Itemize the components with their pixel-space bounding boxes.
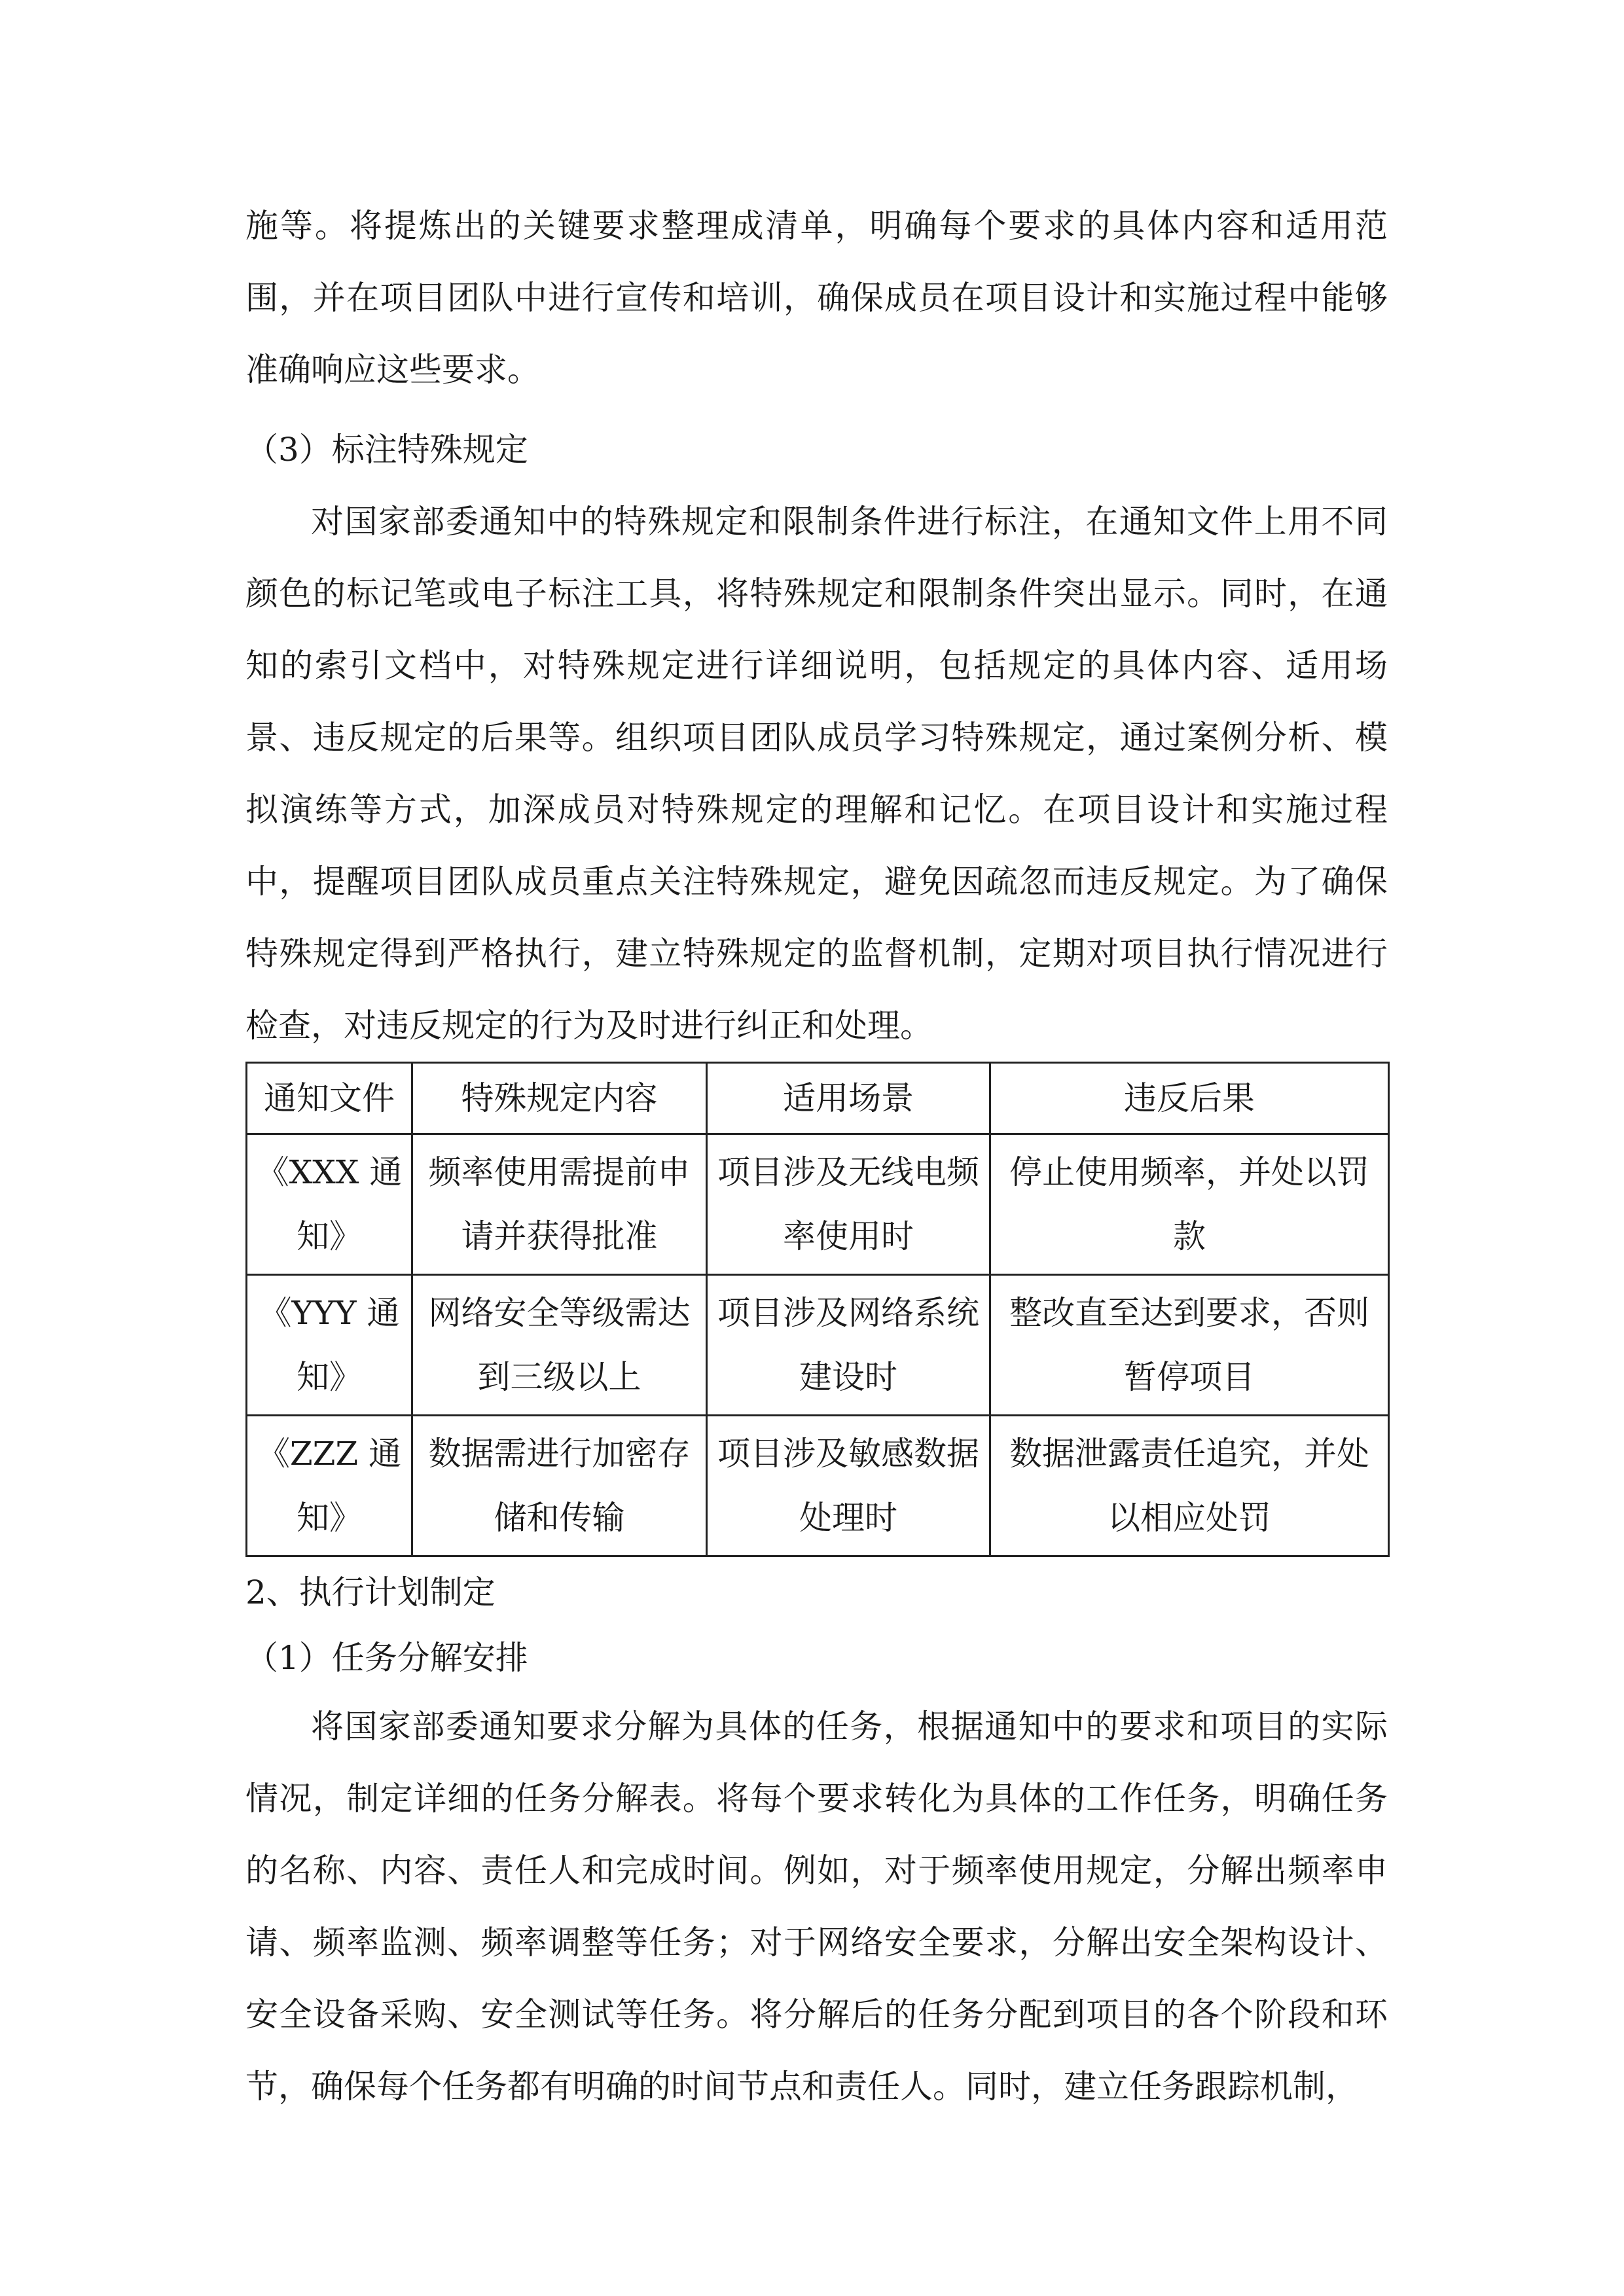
section-2-heading: 2、执行计划制定 xyxy=(245,1573,496,1611)
table-cell: 《ZZZ 通知》 xyxy=(247,1416,412,1556)
paragraph-continuation: 施等。将提炼出的关键要求整理成清单，明确每个要求的具体内容和适用范围，并在项目团队中进行宣传和培训，确保成员在项目设计和实施过程中能够准确响应这些要求。 xyxy=(245,207,1388,389)
table-header-row xyxy=(247,1063,1389,1134)
table-cell: 停止使用频率，并处以罚款 xyxy=(990,1134,1389,1275)
table-row xyxy=(247,1416,1389,1556)
section-2-1-body: 将国家部委通知要求分解为具体的任务，根据通知中的要求和项目的实际情况，制定详细的任务分解表。将每个要求转化为具体的工作任务，明确任务的名称、内容、责任人和完成时间。例如，对于频率使用规定，分解出频率申请、频率监测、频率调整等任务；对于网络安全要求，分解出安全架构设计、安全设备采购、安全测试等任务。将分解后的任务分配到项目的各个阶段和环节，确保每个任务都有明确的时间节点和责任人。同时，建立任务跟踪机制， xyxy=(245,1708,1388,2106)
section-3-body: 对国家部委通知中的特殊规定和限制条件进行标注，在通知文件上用不同颜色的标记笔或电子标注工具，将特殊规定和限制条件突出显示。同时，在通知的索引文档中，对特殊规定进行详细说明，包括规定的具体内容、适用场景、违反规定的后果等。组织项目团队成员学习特殊规定，通过案例分析、模拟演练等方式，加深成员对特殊规定的理解和记忆。在项目设计和实施过程中，提醒项目团队成员重点关注特殊规定，避免因疏忽而违反规定。为了确保特殊规定得到严格执行，建立特殊规定的监督机制，定期对项目执行情况进行检查，对违反规定的行为及时进行纠正和处理。 xyxy=(245,503,1388,1045)
document-page xyxy=(245,190,1388,2123)
table-cell: 网络安全等级需达到三级以上 xyxy=(412,1275,707,1416)
table-row xyxy=(247,1275,1389,1416)
table-cell: 《XXX 通知》 xyxy=(247,1134,412,1275)
spacer xyxy=(245,406,1388,414)
table-cell: 项目涉及网络系统建设时 xyxy=(707,1275,990,1416)
table-header-cell: 适用场景 xyxy=(707,1063,990,1134)
table-header-cell: 违反后果 xyxy=(990,1063,1389,1134)
table-row xyxy=(247,1134,1389,1275)
table-cell: 整改直至达到要求，否则暂停项目 xyxy=(990,1275,1389,1416)
special-rules-table xyxy=(245,1062,1390,1557)
table-cell: 《YYY 通知》 xyxy=(247,1275,412,1416)
table-header-cell: 特殊规定内容 xyxy=(412,1063,707,1134)
table-cell: 数据需进行加密存储和传输 xyxy=(412,1416,707,1556)
section-3-heading: （3）标注特殊规定 xyxy=(245,431,528,469)
table-header-cell: 通知文件 xyxy=(247,1063,412,1134)
table-cell: 项目涉及无线电频率使用时 xyxy=(707,1134,990,1275)
table-cell: 频率使用需提前申请并获得批准 xyxy=(412,1134,707,1275)
section-2-1-heading: （1）任务分解安排 xyxy=(245,1639,528,1677)
table-cell: 项目涉及敏感数据处理时 xyxy=(707,1416,990,1556)
table-cell: 数据泄露责任追究，并处以相应处罚 xyxy=(990,1416,1389,1556)
